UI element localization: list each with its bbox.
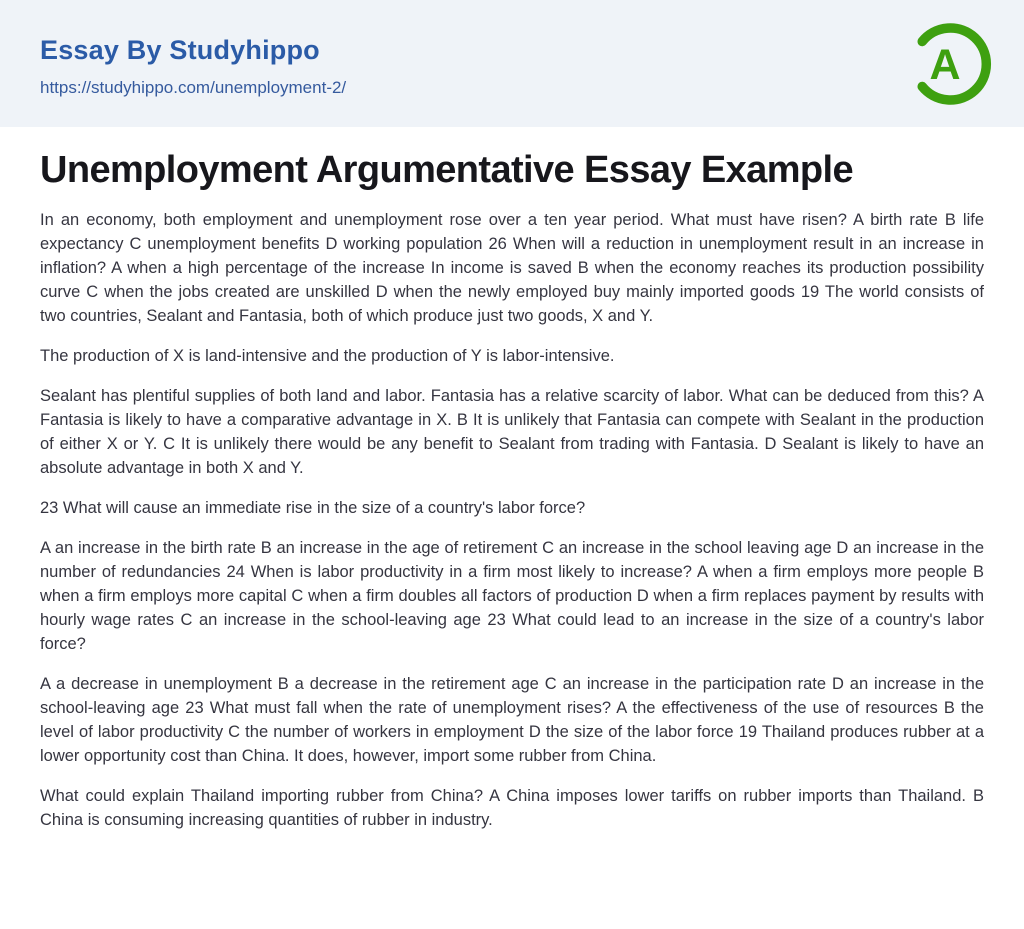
essay-body bbox=[40, 208, 984, 832]
main-content bbox=[0, 149, 1024, 832]
studyhippo-logo-icon bbox=[906, 20, 994, 108]
page-header bbox=[0, 0, 1024, 127]
essay-paragraph: 23 What will cause an immediate rise in the size of a country's labor force? bbox=[40, 499, 586, 517]
logo-letter: A bbox=[929, 40, 961, 89]
essay-paragraph: A an increase in the birth rate B an increase in the age of retirement C an increase in the school leaving age D an increase in the number of redundancies 24 When is labor productivity in a firm most likely to increase? A when a firm employs more people B when a firm employs more capital C when a firm doubles all factors of production D when a firm replaces payment by results with hourly wage rates C an increase in the school-leaving age 23 What could lead to an increase in the size of a country's labor force? bbox=[40, 539, 984, 653]
page-title: Unemployment Argumentative Essay Example bbox=[40, 149, 853, 191]
essay-url-link[interactable]: https://studyhippo.com/unemployment-2/ bbox=[40, 78, 347, 97]
essay-paragraph: Sealant has plentiful supplies of both land and labor. Fantasia has a relative scarcity of labor. What can be deduced from this? A Fantasia is likely to have a comparative advantage in X. B It is unlikely that Fantasia can compete with Sealant in the production of either X or Y. C It is unlikely there would be any benefit to Sealant from trading with Fantasia. D Sealant is likely to have an absolute advantage in both X and Y. bbox=[40, 387, 984, 477]
studyhippo-logo bbox=[906, 20, 994, 108]
essay-paragraph: In an economy, both employment and unemployment rose over a ten year period. What must have risen? A birth rate B life expectancy C unemployment benefits D working population 26 When will a reduction in unemployment result in an increase in inflation? A when a high percentage of the increase In income is saved B when the economy reaches its production possibility curve C when the jobs created are unskilled D when the newly employed buy mainly imported goods 19 The world consists of two countries, Sealant and Fantasia, both of which produce just two goods, X and Y. bbox=[40, 211, 984, 325]
essay-paragraph: What could explain Thailand importing rubber from China? A China imposes lower tariffs on rubber imports than Thailand. B China is consuming increasing quantities of rubber in industry. bbox=[40, 787, 984, 829]
essay-paragraph: The production of X is land-intensive and the production of Y is labor-intensive. bbox=[40, 347, 615, 365]
site-title: Essay By Studyhippo bbox=[40, 35, 320, 65]
header-text-block bbox=[40, 29, 346, 98]
essay-paragraph: A a decrease in unemployment B a decrease in the retirement age C an increase in the participation rate D an increase in the school-leaving age 23 What must fall when the rate of unemployment rises? A the effectiveness of the use of resources B the level of labor productivity C the number of workers in employment D the size of the labor force 19 Thailand produces rubber at a lower opportunity cost than China. It does, however, import some rubber from China. bbox=[40, 675, 984, 765]
